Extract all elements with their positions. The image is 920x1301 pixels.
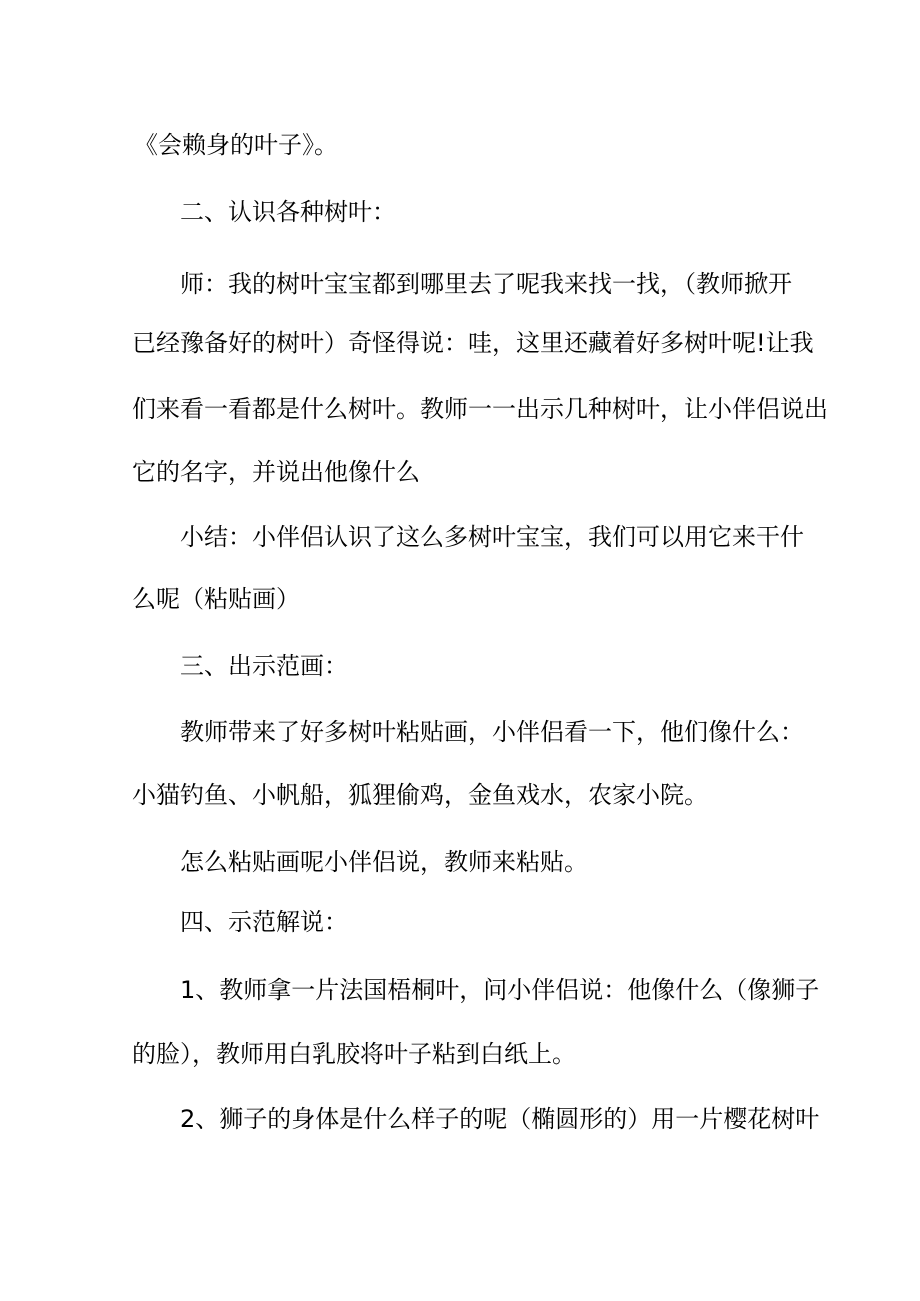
list-item-1-line: 1、教师拿一片法国梧桐叶，问小伴侣说：他像什么（像狮子 (180, 976, 820, 1004)
list-item-2-line: 2、狮子的身体是什么样子的呢（椭圆形的）用一片樱花树叶 (180, 1105, 820, 1133)
paragraph-line: 们来看一看都是什么树叶。教师一一出示几种树叶，让小伴侣说出 (132, 395, 828, 423)
text-line-title-fragment: 《会赖身的叶子》。 (134, 131, 338, 159)
section-heading-4: 四、示范解说： (180, 908, 348, 936)
section-heading-2: 二、认识各种树叶： (180, 198, 396, 226)
paragraph-line: 小猫钓鱼、小帆船，狐狸偷鸡，金鱼戏水，农家小院。 (132, 781, 708, 809)
paragraph-line: 教师带来了好多树叶粘贴画，小伴侣看一下，他们像什么： (180, 718, 804, 746)
section-heading-3: 三、出示范画： (180, 652, 348, 680)
summary-line: 么呢（粘贴画） (132, 585, 300, 613)
paragraph-line: 怎么粘贴画呢小伴侣说，教师来粘贴。 (180, 848, 588, 876)
paragraph-line: 师：我的树叶宝宝都到哪里去了呢我来找一找，（教师掀开 (180, 270, 792, 298)
paragraph-line: 已经豫备好的树叶）奇怪得说：哇，这里还藏着好多树叶呢!让我 (132, 329, 814, 357)
paragraph-line: 它的名字，并说出他像什么 (132, 458, 420, 486)
summary-line: 小结：小伴侣认识了这么多树叶宝宝，我们可以用它来干什 (180, 523, 804, 551)
list-item-1-line: 的脸），教师用白乳胶将叶子粘到白纸上。 (132, 1040, 576, 1068)
